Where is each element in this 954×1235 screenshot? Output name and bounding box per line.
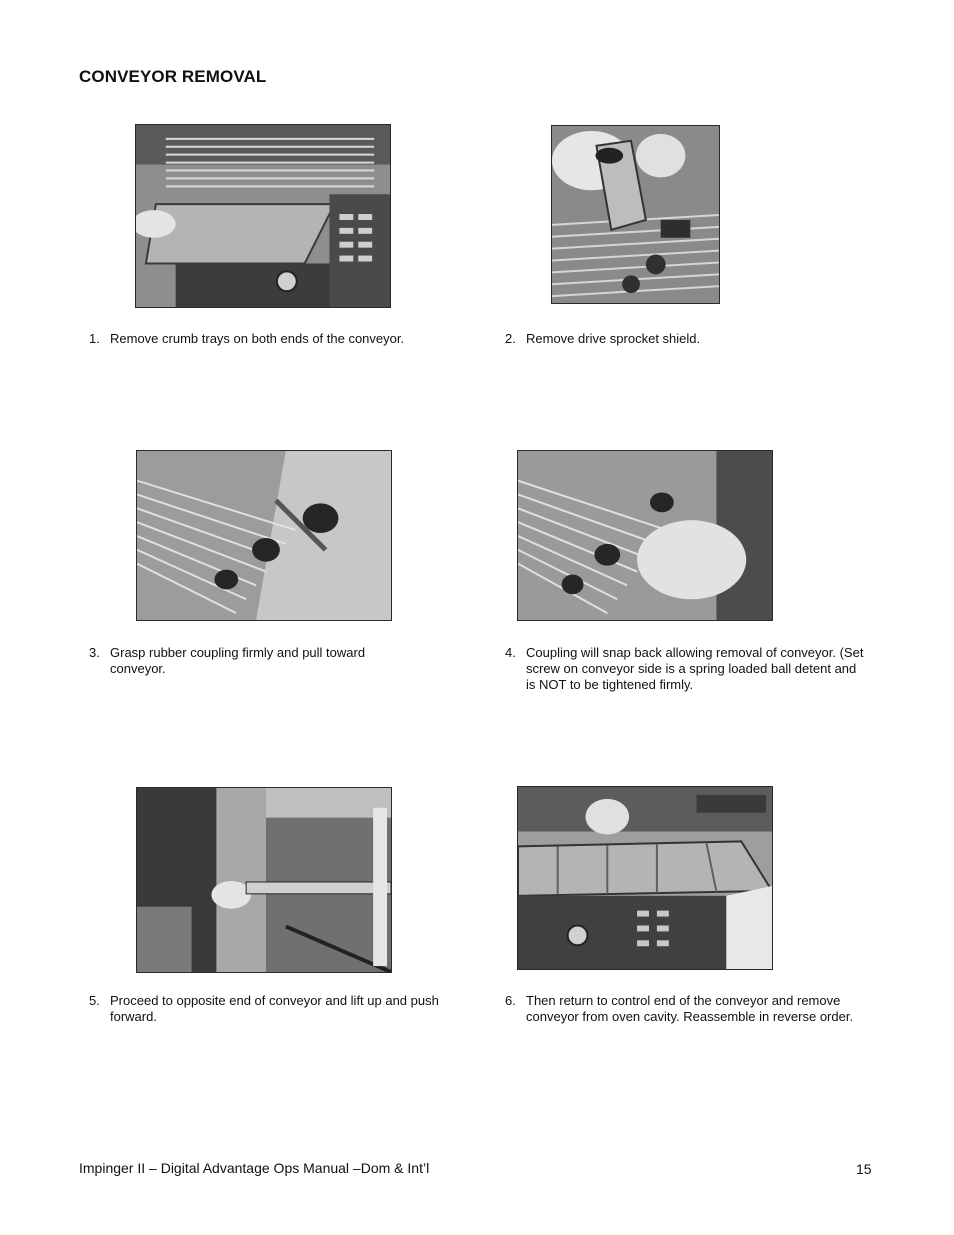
page-heading: CONVEYOR REMOVAL <box>79 67 267 86</box>
step-number: 6. <box>505 993 516 1008</box>
step-text: Grasp rubber coupling firmly and pull toward conveyor. <box>110 645 366 676</box>
step-number: 3. <box>89 645 100 660</box>
step-1-caption <box>89 331 469 347</box>
page-number: 15 <box>856 1161 872 1177</box>
step-4-caption <box>505 645 865 693</box>
step-text: Then return to control end of the conveyor and remove conveyor from oven cavity. Reassemble in reverse order. <box>526 993 854 1024</box>
step-1-photo <box>135 124 391 308</box>
step-number: 1. <box>89 331 100 346</box>
step-6-photo <box>517 786 773 970</box>
step-2-caption <box>505 331 865 347</box>
footer-manual-title: Impinger II – Digital Advantage Ops Manual –Dom & Int’l <box>79 1160 430 1176</box>
step-4-photo <box>517 450 773 621</box>
step-6-caption <box>505 993 865 1025</box>
step-5-caption <box>89 993 449 1025</box>
step-text: Proceed to opposite end of conveyor and lift up and push forward. <box>110 993 439 1024</box>
step-number: 2. <box>505 331 516 346</box>
step-3-photo <box>136 450 392 621</box>
step-number: 5. <box>89 993 100 1008</box>
step-number: 4. <box>505 645 516 660</box>
step-text: Remove drive sprocket shield. <box>526 331 701 346</box>
step-3-caption <box>89 645 409 677</box>
step-5-photo <box>136 787 392 973</box>
step-text: Coupling will snap back allowing removal of conveyor. (Set screw on conveyor side is a spring loaded ball detent and is NOT to be tightened firmly. <box>526 645 864 692</box>
step-2-photo <box>551 125 720 304</box>
step-text: Remove crumb trays on both ends of the conveyor. <box>110 331 405 346</box>
